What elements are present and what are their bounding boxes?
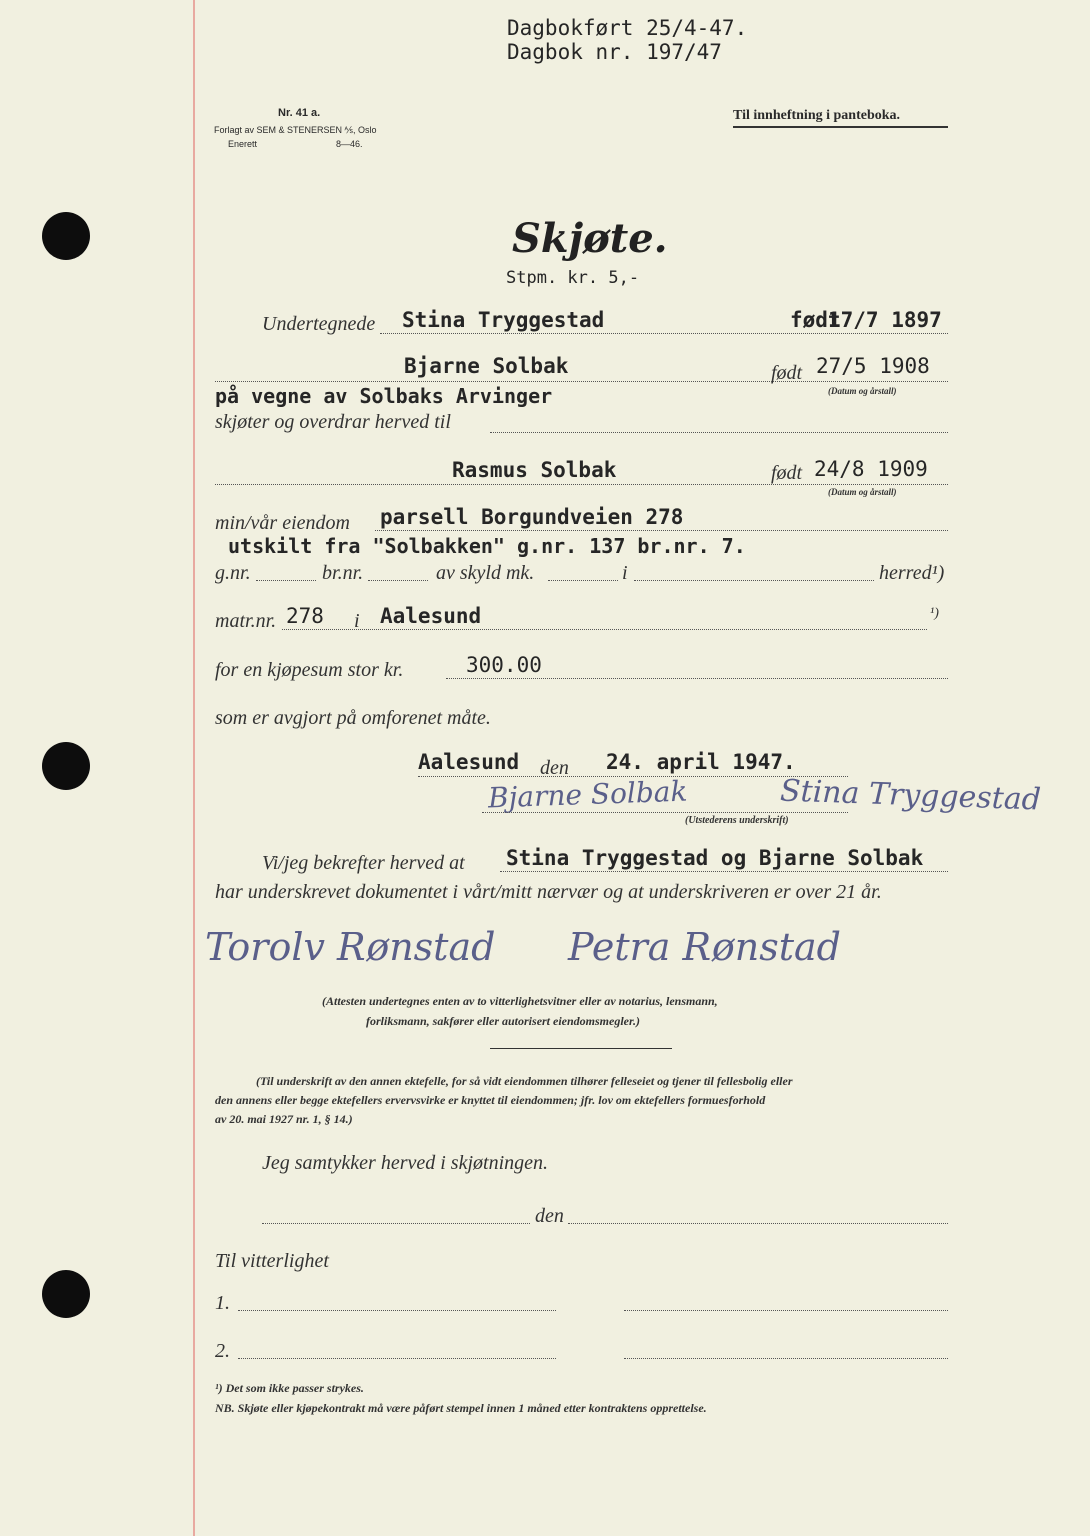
grantee-born-label: født	[771, 462, 803, 484]
witness-number-2: 2.	[215, 1340, 230, 1362]
grantor-born-date-2: 27/5 1908	[816, 354, 930, 378]
grantor-born-date-1: 17/7 1897	[828, 308, 942, 332]
witness-number-1: 1.	[215, 1292, 230, 1314]
grantee-name: Rasmus Solbak	[452, 458, 617, 482]
publisher-line1: Forlagt av SEM & STENERSEN ⅍, Oslo	[214, 125, 377, 135]
witness-text-label: Vi/jeg bekrefter herved at	[262, 852, 465, 874]
matr-line	[282, 629, 927, 630]
spouse-note-1: (Til underskrift av den annen ektefelle, for så vidt eiendommen tilhører felleseiet og tjener til fellesbolig eller	[256, 1074, 793, 1088]
stamp-note: Stpm. kr. 5,-	[506, 268, 640, 288]
punch-hole	[42, 742, 90, 790]
binding-note-underline	[733, 126, 948, 128]
margin-rule	[193, 0, 195, 1536]
grantor-signature-2: Stina Tryggestad	[779, 773, 1042, 818]
grantor-born-label-2: født	[771, 362, 803, 384]
gnr-label: g.nr.	[215, 562, 251, 584]
transfer-text: skjøter og overdrar herved til	[215, 411, 451, 433]
witness-line-1b	[624, 1310, 948, 1311]
matr-label: matr.nr.	[215, 610, 277, 632]
page-title: Skjøte.	[512, 215, 668, 262]
witness-names-line	[500, 871, 948, 872]
witness-note-1: (Attesten undertegnes enten av to vitterlighetsvitner eller av notarius, lensmann,	[322, 994, 718, 1008]
footnote-2: NB. Skjøte eller kjøpekontrakt må være påført stempel innen 1 måned etter kontraktens opprettelse.	[215, 1401, 707, 1415]
grantor-line-1	[380, 333, 948, 334]
property-underline-1	[375, 530, 948, 531]
dagbok-stamp-line2: Dagbok nr. 197/47	[507, 40, 722, 64]
signature-caption: (Utstederens underskrift)	[685, 815, 789, 826]
form-number: Nr. 41 a.	[278, 107, 321, 119]
consent-date-line	[568, 1223, 948, 1224]
grantor-label: Undertegnede	[262, 313, 376, 335]
binding-note: Til innheftning i panteboka.	[733, 108, 901, 123]
grantor-name-2: Bjarne Solbak	[404, 354, 569, 378]
punch-hole	[42, 212, 90, 260]
grantee-line	[215, 484, 948, 485]
witness-text-2: har underskrevet dokumentet i vårt/mitt nærvær og at underskriveren er over 21 år.	[215, 881, 882, 903]
consent-den: den	[535, 1205, 564, 1227]
signature-line	[482, 812, 848, 813]
witness-line-2b	[624, 1358, 948, 1359]
property-label: min/vår eiendom	[215, 512, 350, 534]
price-settled: som er avgjort på omforenet måte.	[215, 707, 491, 729]
grantee-born-date: 24/8 1909	[814, 457, 928, 481]
grantor-on-behalf: på vegne av Solbaks Arvinger	[215, 384, 553, 408]
vitterlighet-label: Til vitterlighet	[215, 1250, 329, 1272]
price-line	[446, 678, 948, 679]
date-hint-1: (Datum og årstall)	[828, 386, 897, 396]
matr-place: Aalesund	[380, 604, 482, 628]
brnr-label: br.nr.	[322, 562, 364, 584]
witness-signature-1: Torolv Rønstad	[205, 925, 496, 969]
den-label: den	[540, 757, 569, 779]
witness-signature-2: Petra Rønstad	[568, 925, 841, 969]
spouse-note-2: den annens eller begge ektefellers ervervsvirke er knyttet til eiendommen; jfr. lov om ektefellers formuesforhold	[215, 1093, 766, 1107]
skyld-label: av skyld mk.	[436, 562, 535, 584]
separator	[490, 1048, 672, 1049]
punch-hole	[42, 1270, 90, 1318]
matr-value: 278	[286, 604, 324, 628]
place: Aalesund	[418, 750, 520, 774]
gnr-line	[256, 580, 316, 581]
date: 24. april 1947.	[606, 750, 796, 774]
witness-names: Stina Tryggestad og Bjarne Solbak	[506, 846, 924, 870]
property-line-1: parsell Borgundveien 278	[380, 505, 684, 529]
witness-line-1a	[238, 1310, 556, 1311]
witness-note-2: forliksmann, sakfører eller autorisert eiendomsmegler.)	[366, 1014, 641, 1028]
grantor-born-label-1: født	[790, 308, 841, 332]
consent-text: Jeg samtykker herved i skjøtningen.	[262, 1152, 549, 1174]
transfer-line	[490, 432, 948, 433]
matr-note: ¹)	[930, 606, 939, 621]
matr-i: i	[354, 610, 360, 632]
footnote-1: ¹) Det som ikke passer strykes.	[215, 1381, 364, 1395]
price-value: 300.00	[466, 653, 542, 677]
publisher-line2: Enerett	[228, 139, 258, 149]
skyld-line	[548, 580, 618, 581]
price-label: for en kjøpesum stor kr.	[215, 659, 404, 681]
grantor-name-1: Stina Tryggestad	[402, 308, 605, 332]
date-hint-2: (Datum og årstall)	[828, 487, 897, 497]
grantor-line-2	[215, 381, 948, 382]
property-line-2: utskilt fra "Solbakken" g.nr. 137 br.nr. 7.	[228, 534, 746, 558]
brnr-line	[368, 580, 428, 581]
publisher-date: 8—46.	[336, 139, 363, 149]
witness-line-2a	[238, 1358, 556, 1359]
i-label: i	[622, 562, 628, 584]
spouse-note-3: av 20. mai 1927 nr. 1, § 14.)	[215, 1112, 353, 1126]
grantor-signature-1: Bjarne Solbak	[487, 774, 688, 815]
herred-line	[634, 580, 874, 581]
consent-place-line	[262, 1223, 530, 1224]
herred-label: herred¹)	[879, 562, 945, 584]
dagbok-stamp-line1: Dagbokført 25/4-47.	[507, 16, 748, 40]
